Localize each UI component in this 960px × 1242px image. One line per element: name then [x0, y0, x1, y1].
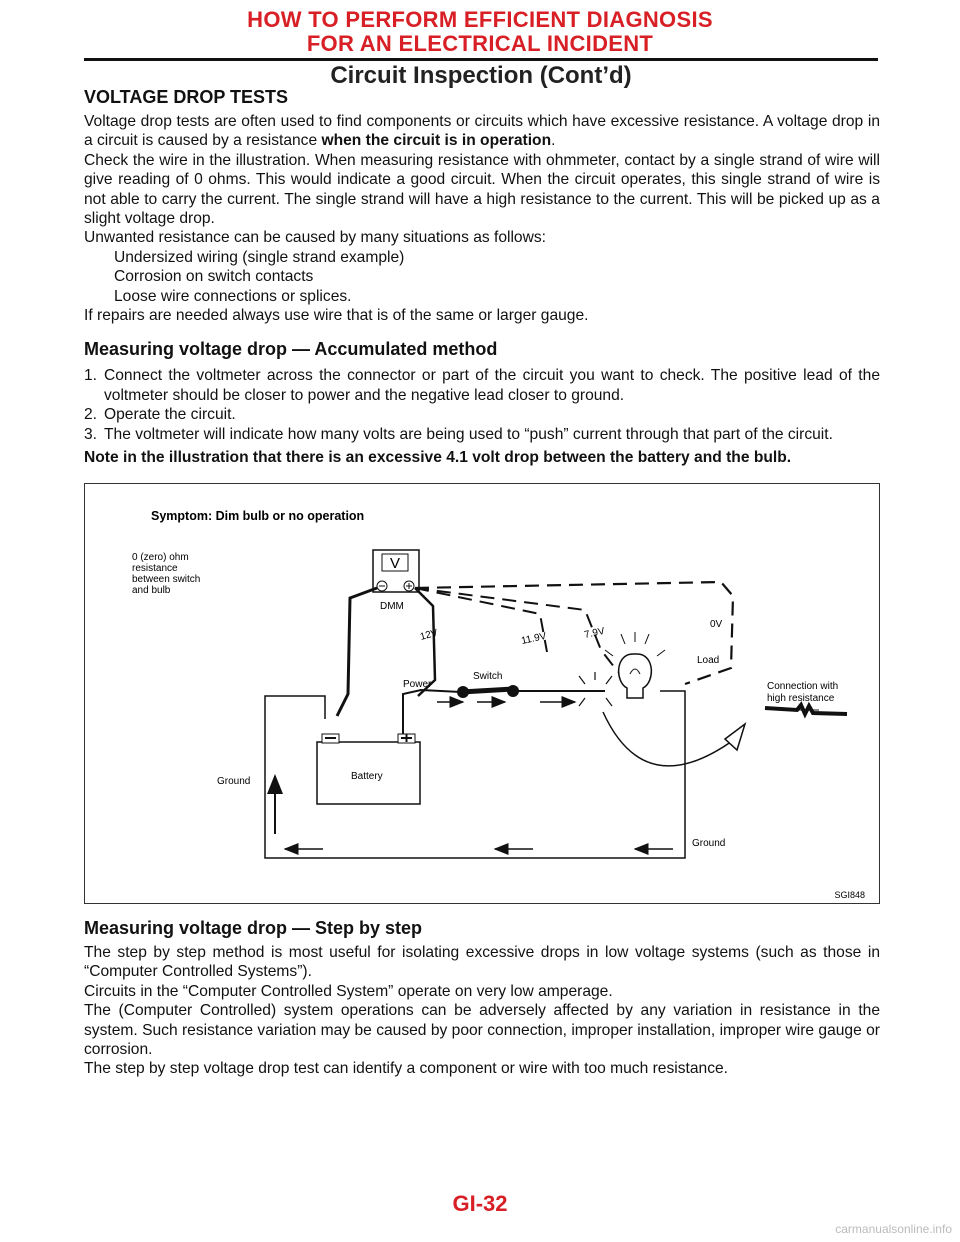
section3-title: Measuring voltage drop — Step by step: [84, 918, 423, 938]
spark-icon: [579, 672, 612, 706]
note: Note in the illustration that there is an excessive 4.1 volt drop between the battery and the bulb.: [84, 449, 792, 467]
step-text: Operate the circuit.: [104, 406, 236, 424]
zero-ohm-line: and bulb: [132, 585, 171, 596]
symptom-label: Symptom: Dim bulb or no operation: [151, 509, 365, 523]
section1-para1: [84, 112, 880, 151]
section1-title: VOLTAGE DROP TESTS: [84, 87, 289, 107]
switch-label: Switch: [473, 671, 503, 682]
dmm-meter: [373, 550, 419, 592]
step-number: 3.: [84, 425, 98, 443]
zero-ohm-line: resistance: [132, 563, 178, 574]
para1-end: .: [551, 132, 556, 150]
section1-para4: If repairs are needed always use wire that is of the same or larger gauge.: [84, 307, 589, 325]
para1-text: Voltage drop tests are often used to find components or circuits which have excessive resistance. A voltage drop in a circuit is caused by a resistance: [84, 113, 880, 150]
dmm-label: DMM: [380, 601, 404, 612]
voltage-11-9v: 11.9V: [520, 630, 548, 647]
section3-para4: The step by step voltage drop test can identify a component or wire with too much resistance.: [84, 1060, 729, 1078]
step-text: The voltmeter will indicate how many volts are being used to “push” current through that part of the circuit.: [104, 425, 833, 443]
switch-contact: [457, 686, 469, 698]
section3-para2: Circuits in the “Computer Controlled System” operate on very low amperage.: [84, 982, 613, 1000]
cause-item: Undersized wiring (single strand example): [114, 248, 405, 266]
ground-left-label: Ground: [217, 776, 251, 787]
voltage-7-9v: 7.9V: [583, 625, 606, 641]
cause-item: Loose wire connections or splices.: [114, 287, 352, 305]
section1-para3: Unwanted resistance can be caused by many situations as follows:: [84, 229, 546, 247]
meter-symbol: V: [389, 555, 401, 572]
connection-label-line2: high resistance: [767, 693, 835, 704]
battery-icon: [317, 734, 420, 804]
battery-label: Battery: [351, 771, 383, 782]
voltage-drop-illustration: [84, 483, 880, 904]
frayed-wire-icon: [765, 705, 847, 714]
voltage-12v: 12V: [418, 627, 439, 643]
header-line-1: HOW TO PERFORM EFFICIENT DIAGNOSIS: [247, 7, 713, 32]
para1-bold: when the circuit is in operation: [321, 132, 552, 150]
cause-item: Corrosion on switch contacts: [114, 268, 314, 286]
watermark: carmanualsonline.info: [835, 1222, 952, 1236]
section3-para1: The step by step method is most useful for isolating excessive drops in low voltage systems (such as those in “Computer Controlled Systems”).: [84, 944, 880, 981]
section-voltage-drop-tests: [84, 86, 880, 468]
section-step-by-step: [84, 917, 880, 1079]
step-number: 1.: [84, 367, 98, 385]
zero-ohm-note: [132, 552, 200, 596]
header-line-2: FOR AN ELECTRICAL INCIDENT: [306, 31, 654, 56]
step-text: Connect the voltmeter across the connector or part of the circuit you want to check. The positive lead of the voltmeter should be closer to power and the negative lead closer to ground.: [104, 367, 880, 404]
ground-right-label: Ground: [692, 838, 726, 849]
zero-ohm-line: between switch: [132, 574, 201, 585]
power-label: Power: [403, 679, 432, 690]
bulb-icon: [605, 632, 665, 698]
voltage-0v: 0V: [710, 619, 723, 630]
connection-callout-arrow: [603, 712, 735, 766]
zero-ohm-line: 0 (zero) ohm: [132, 552, 189, 563]
header-rule: [84, 58, 878, 61]
section1-para2: Check the wire in the illustration. When measuring resistance with ohmmeter, contact by a single strand of wire will give reading of 0 ohms. This would indicate a good circuit. When the circuit operates, this single strand of wire is not able to carry the current. The single strand will have a high resistance to the current. This will be picked up as a slight voltage drop.: [84, 151, 880, 228]
page-number: GI-32: [452, 1191, 508, 1216]
page-subtitle: Circuit Inspection (Cont’d): [330, 62, 632, 89]
step-item: [84, 405, 880, 424]
figure-code: SGI848: [834, 890, 865, 900]
step-item: [84, 366, 880, 405]
negative-lead: [337, 588, 377, 716]
step-number: 2.: [84, 406, 98, 424]
connection-label-line1: Connection with: [767, 681, 839, 692]
section3-para3: The (Computer Controlled) system operations can be adversely affected by any variation in resistance in the system. Such resistance variation may be caused by poor connection, improper installation, improper wire gauge or corrosion.: [84, 1002, 880, 1059]
accumulated-steps: [84, 366, 880, 444]
circuit-diagram: [85, 484, 881, 905]
load-label: Load: [697, 655, 720, 666]
step-item: [84, 425, 880, 444]
page-header: [0, 8, 960, 56]
callout-arrowhead: [725, 724, 745, 750]
section2-title: Measuring voltage drop — Accumulated method: [84, 339, 498, 360]
